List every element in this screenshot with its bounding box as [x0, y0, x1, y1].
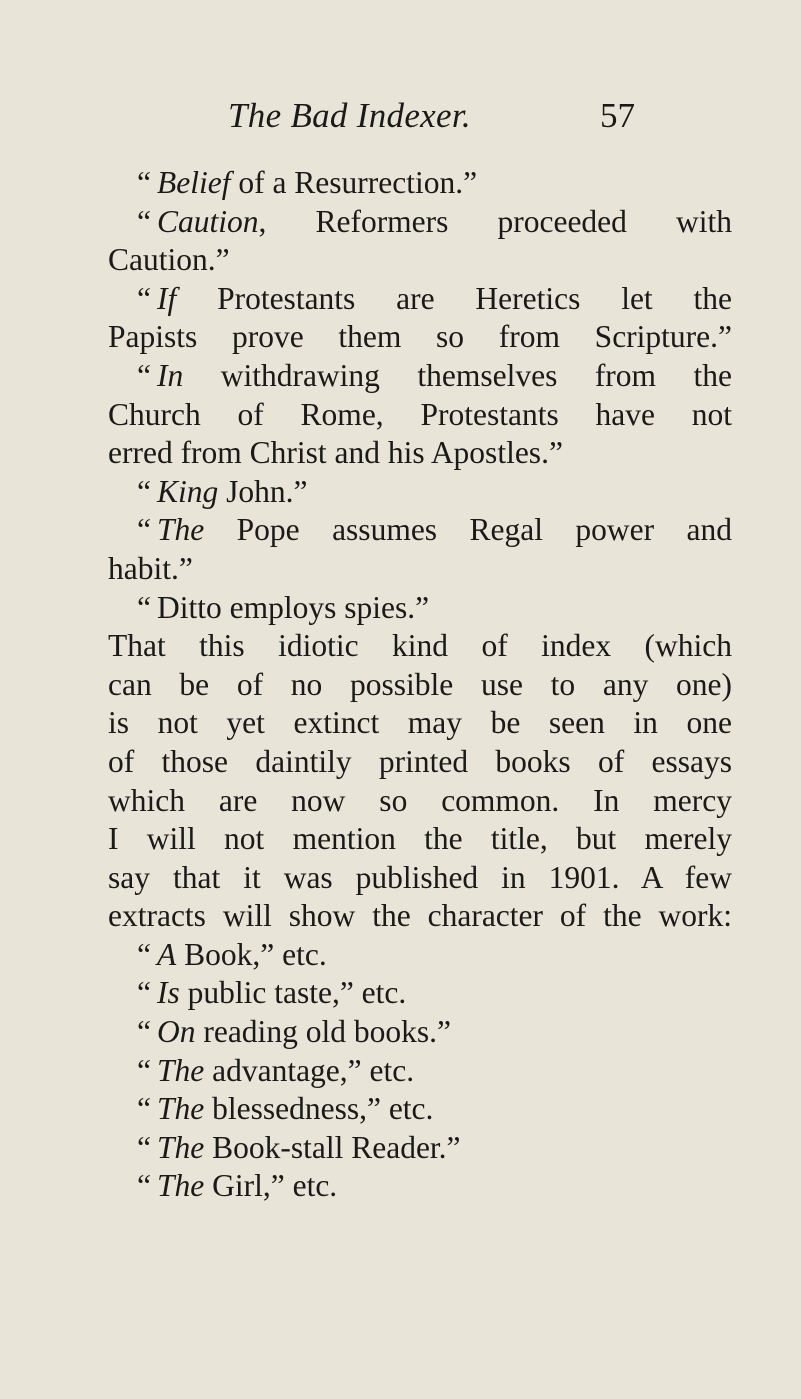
extract-entry: “ A Book,” etc. — [137, 936, 327, 972]
extract-entry: “ On reading old books.” — [137, 1014, 451, 1050]
index-entry-belief: “ Belief of a Resurrection.” — [137, 165, 478, 200]
entry-keyword: Caution — [156, 203, 259, 239]
paragraph-line: which are now so common. In mercy — [108, 782, 732, 818]
index-entry-in: “ In withdrawing themselves from the — [137, 357, 732, 393]
index-entry-if: “ If Protestants are Heretics let the — [137, 280, 732, 316]
extract-entry: “ The advantage,” etc. — [137, 1052, 415, 1088]
entry-keyword: Is — [156, 975, 180, 1011]
index-entry-king: “ King John.” — [137, 473, 308, 509]
entry-keyword: The — [156, 1091, 205, 1127]
extract-entry: “ The blessedness,” etc. — [137, 1091, 434, 1127]
index-entry-the-pope: “ The Pope assumes Regal power and — [137, 512, 732, 548]
paragraph-line: extracts will show the character of the work: — [108, 898, 732, 934]
index-entry-ditto: “ Ditto employs spies.” — [137, 589, 430, 625]
paragraph-line: That this idiotic kind of index (which — [108, 628, 732, 664]
paragraph-line: of those daintily printed books of essays — [108, 743, 732, 779]
index-entry-if-cont: Papists prove them so from Scripture.” — [108, 319, 732, 355]
entry-keyword: King — [156, 473, 219, 509]
entry-keyword: In — [156, 357, 184, 393]
extract-entry: “ The Girl,” etc. — [137, 1168, 338, 1204]
paragraph-line: is not yet extinct may be seen in one — [108, 705, 732, 741]
entry-keyword: The — [156, 1052, 205, 1088]
index-entry-in-cont: Church of Rome, Protestants have not — [108, 396, 732, 432]
entry-keyword: The — [156, 1168, 205, 1204]
index-entry-the-pope-cont: habit.” — [108, 550, 193, 586]
index-entry-caution-cont: Caution.” — [108, 242, 230, 278]
extract-entry: “ The Book-stall Reader.” — [137, 1129, 461, 1165]
entry-keyword: The — [156, 512, 205, 548]
page-number: 57 — [600, 96, 635, 135]
paragraph-line: can be of no possible use to any one) — [108, 666, 732, 702]
page-body — [108, 164, 732, 1206]
running-title: The Bad Indexer. — [228, 96, 471, 135]
entry-keyword: A — [156, 936, 177, 972]
entry-keyword: If — [156, 280, 177, 316]
entry-keyword: On — [156, 1014, 196, 1050]
paragraph-line: say that it was published in 1901. A few — [108, 859, 732, 895]
paragraph-line: I will not mention the title, but merely — [108, 821, 732, 857]
index-entry-in-cont: erred from Christ and his Apostles.” — [108, 435, 563, 471]
extract-entry: “ Is public taste,” etc. — [137, 975, 407, 1011]
entry-keyword: The — [156, 1129, 205, 1165]
page-header — [0, 96, 801, 146]
index-entry-caution: “ Caution, Reformers proceeded with — [137, 203, 732, 239]
entry-keyword: Belief — [156, 165, 231, 200]
